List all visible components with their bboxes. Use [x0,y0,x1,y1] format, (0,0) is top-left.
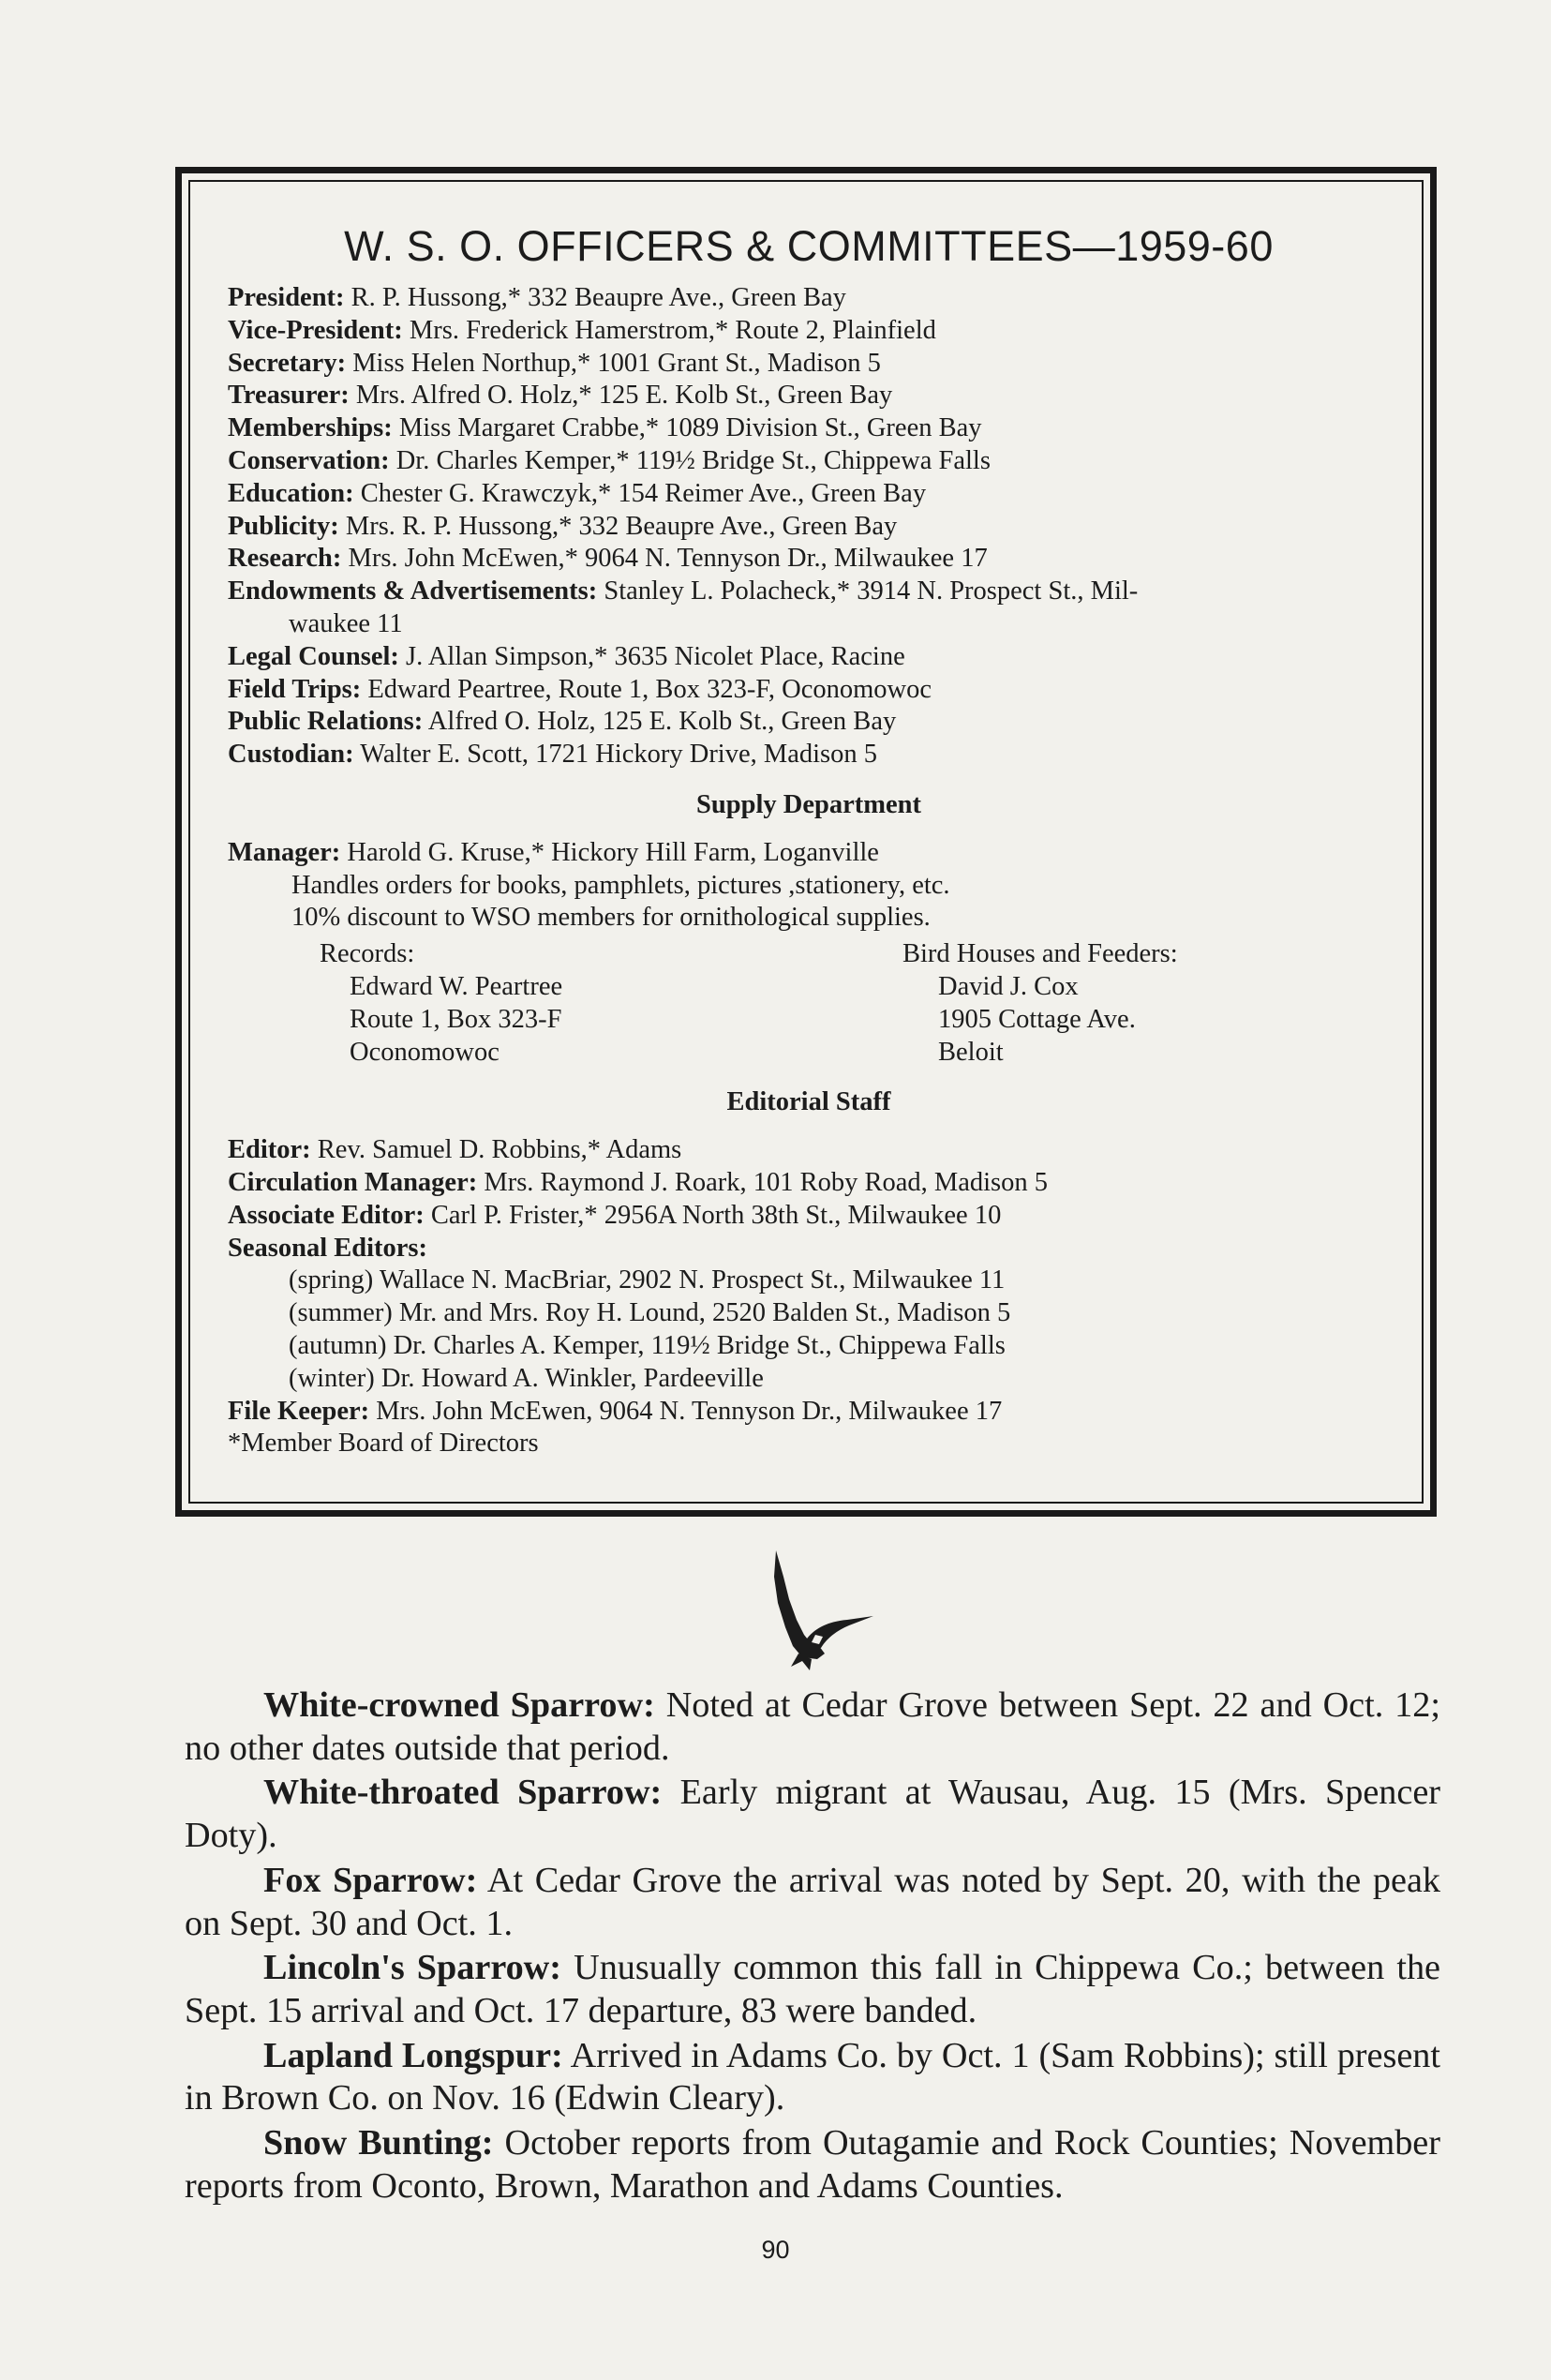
officer-row-continuation [228,608,1390,641]
seasonal-editor-line: (winter) Dr. Howard A. Winkler, Pardeeville [289,1363,764,1393]
officer-row [228,445,1390,478]
officer-label: Public Relations: [228,707,424,737]
bird-houses-column [902,938,1390,1069]
officer-label: Vice-President: [228,315,403,345]
editor-text: Rev. Samuel D. Robbins,* Adams [310,1135,682,1165]
page-number: 90 [761,2236,790,2264]
note-paragraph [185,2122,1440,2208]
note-text: Early migrant at Wausau, Aug. 15 (Mrs. Spencer Doty). [185,1773,1440,1856]
records-heading: Records: [320,939,415,969]
officer-label: Custodian: [228,740,354,770]
note-text: At Cedar Grove the arrival was noted by Sept. 20, with the peak on Sept. 30 and Oct. 1. [185,1860,1440,1943]
file-keeper-row [228,1396,1390,1429]
officer-row [228,706,1390,739]
note-paragraph [185,1860,1440,1945]
officer-text: Alfred O. Holz, 125 E. Kolb St., Green Bay [423,707,897,737]
bird-houses-city: Beloit [938,1037,1004,1067]
officer-text-continuation: waukee 11 [289,608,403,638]
note-paragraph [185,2035,1440,2120]
editorial-heading: Editorial Staff [726,1087,891,1117]
circulation-label: Circulation Manager: [228,1167,478,1197]
seasonal-editors-label: Seasonal Editors: [228,1233,427,1263]
bird-houses-heading: Bird Houses and Feeders: [902,939,1178,969]
supply-note-orders: Handles orders for books, pamphlets, pictures ,stationery, etc. [291,870,950,900]
officer-row [228,641,1390,674]
associate-editor-label: Associate Editor: [228,1200,425,1230]
officer-text: Mrs. Alfred O. Holz,* 125 E. Kolb St., Green Bay [349,381,893,411]
officer-row [228,478,1390,511]
seasonal-editors-row [228,1233,1390,1265]
officer-label: Research: [228,544,342,574]
note-text: Noted at Cedar Grove between Sept. 22 and Oct. 12; no other dates outside that period. [185,1685,1440,1768]
records-address: Route 1, Box 323-F [350,1004,562,1034]
circulation-text: Mrs. Raymond J. Roark, 101 Roby Road, Madison 5 [477,1167,1049,1197]
note-paragraph [185,1772,1440,1857]
officer-text: J. Allan Simpson,* 3635 Nicolet Place, Racine [398,641,905,671]
officer-row [228,412,1390,445]
officer-label: Conservation: [228,445,390,475]
officer-text: Dr. Charles Kemper,* 119½ Bridge St., Chippewa Falls [389,445,991,475]
officer-label: Treasurer: [228,381,350,411]
field-notes [185,1684,1440,2209]
note-paragraph [185,1947,1440,2032]
officer-row [228,380,1390,412]
records-city: Oconomowoc [350,1037,500,1067]
officer-text: Miss Helen Northup,* 1001 Grant St., Madison 5 [346,348,881,378]
officer-row [228,739,1390,771]
supply-department [228,789,1390,1069]
officer-label: Legal Counsel: [228,641,399,671]
officer-label: Secretary: [228,348,347,378]
species-name: Snow Bunting: [263,2123,494,2163]
species-name: White-throated Sparrow: [263,1773,663,1813]
board-footnote: *Member Board of Directors [228,1429,539,1459]
officer-text: Mrs. R. P. Hussong,* 332 Beaupre Ave., Green Bay [338,511,898,541]
supply-manager-text: Harold G. Kruse,* Hickory Hill Farm, Loganville [340,837,879,867]
officer-row [228,576,1390,608]
officer-row [228,511,1390,544]
supply-manager-row [228,837,1390,870]
editor-label: Editor: [228,1135,311,1165]
records-name: Edward W. Peartree [350,971,563,1001]
note-text: Unusually common this fall in Chippewa Co.; between the Sept. 15 arrival and Oct. 17 departure, 83 were banded. [185,1948,1440,2030]
seasonal-editor-line: (spring) Wallace N. MacBriar, 2902 N. Prospect St., Milwaukee 11 [289,1265,1006,1295]
note-text: October reports from Outagamie and Rock Counties; November reports from Oconto, Brown, Marathon and Adams Counties. [185,2123,1440,2206]
officer-label: Memberships: [228,413,393,443]
officer-text: Stanley L. Polacheck,* 3914 N. Prospect St., Mil- [597,576,1139,606]
associate-editor-row [228,1200,1390,1233]
officer-label: Publicity: [228,511,339,541]
supply-note-discount: 10% discount to WSO members for ornithological supplies. [291,903,931,933]
supply-columns [228,938,1390,1069]
seasonal-editor-line: (summer) Mr. and Mrs. Roy H. Lound, 2520 Balden St., Madison 5 [289,1298,1011,1328]
species-name: White-crowned Sparrow: [263,1685,655,1725]
note-text: Arrived in Adams Co. by Oct. 1 (Sam Robbins); still present in Brown Co. on Nov. 16 (Edwin Cleary). [185,2035,1440,2118]
officers-list [228,282,1390,771]
officers-box-content [228,220,1390,1460]
editor-row [228,1134,1390,1167]
officer-label: Field Trips: [228,674,362,704]
supply-manager-label: Manager: [228,837,341,867]
officer-text: Mrs. John McEwen,* 9064 N. Tennyson Dr., Milwaukee 17 [341,544,988,574]
officer-row [228,348,1390,381]
officer-text: Chester G. Krawczyk,* 154 Reimer Ave., Green Bay [353,478,927,508]
records-column [228,938,902,1069]
species-name: Lincoln's Sparrow: [263,1948,561,1988]
bird-houses-address: 1905 Cottage Ave. [938,1004,1136,1034]
seasonal-editor-line: (autumn) Dr. Charles A. Kemper, 119½ Bridge St., Chippewa Falls [289,1330,1006,1360]
officer-row [228,315,1390,348]
officer-row [228,282,1390,315]
associate-editor-text: Carl P. Frister,* 2956A North 38th St., Milwaukee 10 [424,1200,1002,1230]
officer-label: President: [228,283,345,312]
file-keeper-label: File Keeper: [228,1396,370,1426]
officers-box [175,167,1437,1517]
species-name: Fox Sparrow: [263,1860,478,1900]
officer-label: Endowments & Advertisements: [228,576,598,606]
note-paragraph [185,1684,1440,1770]
officer-label: Education: [228,478,354,508]
supply-heading: Supply Department [696,789,921,819]
editorial-staff [228,1086,1390,1460]
officer-text: Miss Margaret Crabbe,* 1089 Division St., Green Bay [392,413,982,443]
file-keeper-text: Mrs. John McEwen, 9064 N. Tennyson Dr., Milwaukee 17 [369,1396,1003,1426]
officer-text: Walter E. Scott, 1721 Hickory Drive, Madison 5 [353,740,878,770]
bird-illustration [757,1549,879,1672]
officer-text: Edward Peartree, Route 1, Box 323-F, Oconomowoc [361,674,932,704]
officer-text: R. P. Hussong,* 332 Beaupre Ave., Green Bay [344,283,846,312]
officer-row [228,543,1390,576]
bird-houses-name: David J. Cox [938,971,1079,1001]
officer-text: Mrs. Frederick Hamerstrom,* Route 2, Plainfield [402,315,936,345]
species-name: Lapland Longspur: [263,2035,563,2075]
circulation-row [228,1167,1390,1200]
officers-title: W. S. O. OFFICERS & COMMITTEES—1959-60 [344,222,1274,270]
officer-row [228,674,1390,707]
